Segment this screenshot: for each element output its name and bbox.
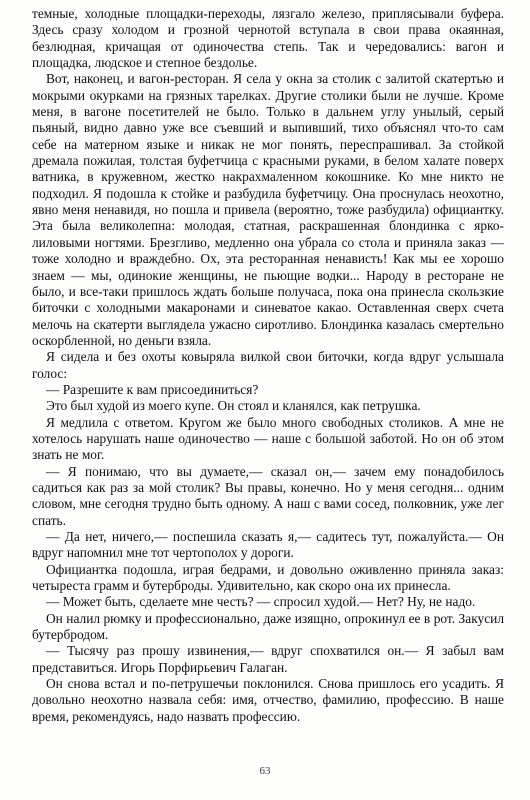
paragraph-2: Вот, наконец, и вагон-ресторан. Я села у окна за столик с залитой скатертью и мокрыми окурками на грязных тарелках. Другие столики были не лучше. Кроме меня, в вагоне посетителей не было. Только в дальнем углу унылый, серый пьяный, видно давно уже все съевший и выпивший, тихо объяснял что-то сам себе на матерном языке и никак не мог понять, переспрашивал. За стойкой дремала пожилая, толстая буфетчица с красными руками, в белом халате поверх ватника, в кружевном, жестко накрахмаленном кокошнике. Ко мне никто не подходил. Я подошла к стойке и разбудила буфетчицу. Она проснулась неохотно, явно меня ненавидя, но пошла и привела (вероятно, тоже разбудила) официантку. Эта была великолепна: молодая, статная, раскрашенная блондинка с ярко-лиловыми ногтями. Брезгливо, медленно она убрала со стола и приняла заказ — тоже холодно и враждебно. Ох, эта ресторанная ненависть! Как мы ее хорошо знаем — мы, одинокие женщины, не пьющие водки... Народу в ресторане не было, и все-таки пришлось ждать больше получаса, пока она принесла скользкие биточки с холодными макаронами и синеватое какао. Оставленная сверх счета мелочь на скатерти выглядела ужасно сиротливо. Блондинка казалась смертельно оскорбленной, но деньги взяла. — [32, 71, 504, 348]
paragraph-5: Это был худой из моего купе. Он стоял и кланялся, как петрушка. — [46, 398, 421, 414]
paragraph-6: Я медлила с ответом. Кругом же было много свободных столиков. А мне не хотелось нарушать наше одиночество — наше с большой заботой. Но он об этом знать не мог. — [32, 414, 504, 463]
page-number: 63 — [259, 765, 271, 777]
paragraph-9: Официантка подошла, играя бедрами, и довольно оживленно приняла заказ: четыреста грамм и бутерброды. Удивительно, как скоро она их принесла. — [32, 561, 504, 594]
paragraph-10: — Может быть, сделаете мне честь? — спросил худой.— Нет? Ну, не надо. — [46, 594, 476, 610]
paragraph-1: темные, холодные площадки-переходы, лязгало железо, приплясывали буфера. Здесь сразу холодом и грозной чернотой вступала в свои права окаянная, безлюдная, кричащая от одиночества степь. Так и чередовались: вагон и площадка, людское и степное бездолье. — [32, 6, 504, 71]
paragraph-8: — Да нет, ничего,— поспешила сказать я,— садитесь тут, пожалуйста.— Он вдруг напомнил мне тот чертополох у дороги. — [32, 529, 504, 561]
paragraph-11: Он налил рюмку и профессионально, даже изящно, опрокинул ее в рот. Закусил бутербродом. — [32, 610, 504, 643]
paragraph-4: — Разрешите к вам присоединиться? — [46, 381, 259, 397]
body-text — [32, 6, 504, 725]
paragraph-12: — Тысячу раз прошу извинения,— вдруг спохватился он.— Я забыл вам представиться. Игорь Порфирьевич Галаган. — [32, 643, 504, 675]
paragraph-3: Я сидела и без охоты ковыряла вилкой свои биточки, когда вдруг услышала голос: — [32, 349, 504, 381]
paragraph-13: Он снова встал и по-петрушечьи поклонился. Снова пришлось его усадить. Я довольно неохотно назвала себя: имя, отчество, фамилию, профессию. В наше время, рекомендуясь, надо назвать профессию. — [32, 676, 504, 724]
paragraph-7: — Я понимаю, что вы думаете,— сказал он,— зачем ему понадобилось садиться как раз за мой столик? Вы правы, конечно. Но у меня сегодня... одним словом, мне сегодня трудно быть одному. А наш с вами сосед, полковник, уже лег спать. — [32, 463, 504, 528]
